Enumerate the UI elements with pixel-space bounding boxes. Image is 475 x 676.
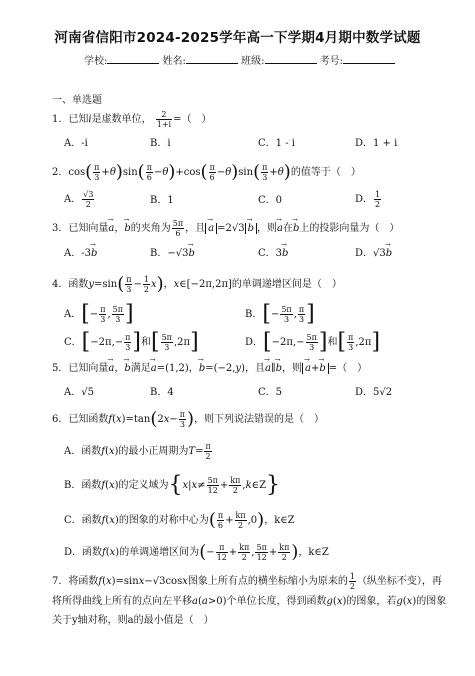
question-5: 5．已知向量→ a，→ b满足→ a=(1,2)，→ b=(−2,y)，且→ a∥→ b，则→ a+→ b =（ ） — [52, 362, 367, 376]
question-7-line-1: 7．将函数f(x)=sinx−√3cosx图象上所有点的横坐标缩小为原来的 $\frac{1}{2}$ （纵坐标不变），再 — [52, 572, 442, 591]
q6-option-c: C．函数f(x)的图象的对称中心为( $\frac{\pi}{6}$ + $\frac{k\pi}{2}$ ,0)，k∈Z — [64, 509, 295, 531]
q1-option-d: D．1 + i — [355, 138, 398, 149]
question-4: 4．函数y=sin( $\frac{\pi}{3}$ − $\frac{1}{2}$ x)，x∈[−2π,2π]的单调递增区间是（ ） — [52, 273, 342, 295]
q4-option-c: C．[−2π,− $\frac{\pi}{3}$ ]和[ $\frac{5\pi}{3}$ ,2π] — [64, 329, 199, 355]
question-1: 1．已知i是虚数单位， $\frac{2}{1+i}$ =（ ） — [52, 110, 212, 129]
q4-option-d: D．[−2π,− $\frac{5\pi}{3}$ ]和[ $\frac{\pi}{3}$ ,2π] — [245, 329, 381, 355]
school-blank — [107, 54, 159, 64]
question-7-line-3: 关于y轴对称，则a的最小值是（ ） — [52, 615, 214, 626]
q1-option-a: A．-i — [64, 138, 88, 149]
q3-option-d: D．√3→ b — [355, 247, 392, 261]
class-label: 班级: — [241, 56, 265, 67]
q1-stem-c: （ ） — [181, 114, 212, 125]
q3-option-a: A．-3→ b — [64, 247, 97, 261]
q2-option-d: D． $\frac{1}{2}$ — [355, 190, 381, 209]
q6-option-b: B．函数f(x)的定义域为{x|x≠ $\frac{5\pi}{12}$ + $\frac{k\pi}{2}$ ,k∈Z} — [64, 472, 281, 498]
name-label: 姓名: — [162, 56, 186, 67]
q2-option-b: B．1 — [150, 195, 174, 206]
question-3: 3．已知向量→ a，→ b的夹角为 $\frac{5\pi}{6}$ ，且→ a =2√3→ b ，则→ a在→ b上的投影向量为（ ） — [52, 219, 399, 238]
q6-option-a: A．函数f(x)的最小正周期为T= $\frac{\pi}{2}$ — [64, 442, 211, 461]
q5-option-c: C．5 — [258, 387, 283, 398]
school-label: 学校: — [84, 56, 108, 67]
q2-stem-tail: 的值等于（ ） — [290, 167, 361, 178]
name-blank — [186, 54, 238, 64]
q3-option-c: C．3→ b — [258, 247, 288, 261]
section-title: 一、单选题 — [52, 95, 102, 106]
q4-option-a: A．[− $\frac{\pi}{3}$ , $\frac{5\pi}{3}$ ] — [64, 301, 134, 327]
q1-option-c: C．1 - i — [258, 138, 295, 149]
q1-fraction: $\frac{2}{1+i}$ — [156, 110, 172, 129]
exam-no-label: 考号: — [319, 56, 344, 67]
q2-option-a: A． $\frac{√3}{2}$ — [64, 190, 94, 209]
q1-stem-a: 1．已知 — [52, 114, 89, 125]
q5-option-d: D．5√2 — [355, 387, 393, 398]
q1-option-b: B．i — [150, 138, 171, 149]
q5-option-a: A．√5 — [64, 387, 94, 398]
q5-option-b: B．4 — [150, 387, 174, 398]
question-6: 6．已知函数f(x)=tan(2x− $\frac{\pi}{3}$ )，则下列说法错误的是（ ） — [52, 408, 325, 430]
class-blank — [265, 54, 317, 64]
q2-option-c: C．0 — [258, 195, 283, 206]
q4-option-b: B．[− $\frac{5\pi}{3}$ , $\frac{\pi}{3}$ ] — [245, 301, 315, 327]
q6-option-d: D．函数f(x)的单调递增区间为(− $\frac{\pi}{12}$ + $\frac{k\pi}{2}$ , $\frac{5\pi}{12}$ + $\frac{k\pi}{2}$ )，k∈Z — [64, 541, 329, 563]
exam-no-blank — [343, 54, 395, 64]
student-info-line — [84, 52, 395, 67]
q1-stem-b: 是虚数单位， — [91, 114, 152, 125]
page-title: 河南省信阳市2024-2025学年高一下学期4月期中数学试题 — [54, 30, 421, 46]
q3-option-b: B．−√3→ b — [150, 247, 195, 261]
question-7-line-2: 将所得曲线上所有的点向左平移a(a>0)个单位长度，得到函数g(x)的图象，若g(x)的图象 — [52, 596, 447, 607]
question-2: 2．cos( $\frac{\pi}{3}$ +θ)sin( $\frac{\pi}{6}$ −θ)+cos( $\frac{\pi}{6}$ −θ)sin( $\frac{\pi}{3}$ +θ)的值等于（ ） — [52, 161, 361, 183]
